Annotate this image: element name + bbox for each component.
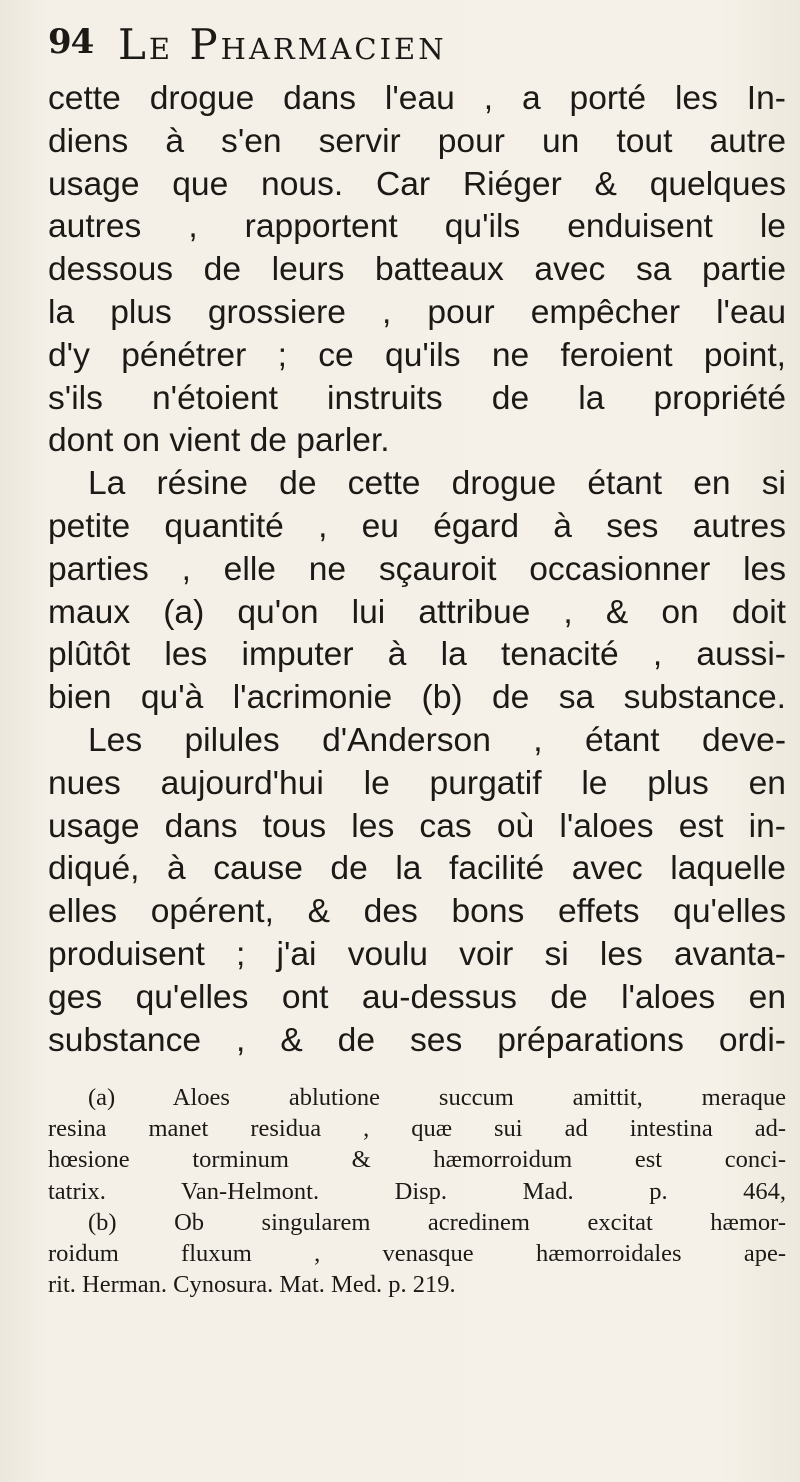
text-line: substance , & de ses préparations ordi- bbox=[48, 1021, 786, 1059]
main-text bbox=[48, 78, 786, 1062]
text-line: s'ils n'étoient instruits de la propriété bbox=[48, 379, 786, 417]
running-head: Le Pharmacien bbox=[118, 20, 447, 69]
text-line: usage dans tous les cas où l'aloes est in- bbox=[48, 807, 786, 845]
footnotes bbox=[48, 1082, 786, 1300]
page-number: 94 bbox=[48, 22, 94, 62]
text-line: maux (a) qu'on lui attribue , & on doit bbox=[48, 593, 786, 631]
text-line: nues aujourd'hui le purgatif le plus en bbox=[48, 764, 786, 802]
text-line: produisent ; j'ai voulu voir si les avanta- bbox=[48, 935, 786, 973]
text-line: bien qu'à l'acrimonie (b) de sa substance. bbox=[48, 679, 786, 717]
text-line: la plus grossiere , pour empêcher l'eau bbox=[48, 293, 786, 331]
paragraph-start-line: La résine de cette drogue étant en si bbox=[88, 465, 786, 503]
footnote-a-line: (a) Aloes ablutione succum amittit, meraque bbox=[88, 1084, 786, 1111]
text-line: dessous de leurs batteaux avec sa partie bbox=[48, 251, 786, 289]
text-line: petite quantité , eu égard à ses autres bbox=[48, 507, 786, 545]
paragraph-start-line: Les pilules d'Anderson , étant deve- bbox=[88, 721, 786, 759]
text-line: elles opérent, & des bons effets qu'elles bbox=[48, 893, 786, 931]
footnote-b-line: roidum fluxum , venasque hæmorroidales ape- bbox=[48, 1240, 786, 1268]
text-line: d'y pénétrer ; ce qu'ils ne feroient point, bbox=[48, 336, 786, 374]
text-line: autres , rapportent qu'ils enduisent le bbox=[48, 208, 786, 246]
footnote-a-line: hœsione torminum & hæmorroidum est conci- bbox=[48, 1146, 786, 1174]
footnote-b-line: (b) Ob singularem acredinem excitat hæmor- bbox=[88, 1208, 786, 1236]
text-line: plûtôt les imputer à la tenacité , aussi- bbox=[48, 636, 786, 674]
footnote-b-line: rit. Herman. Cynosura. Mat. Med. p. 219. bbox=[48, 1271, 456, 1299]
text-line: dont on vient de parler. bbox=[48, 422, 390, 460]
text-line: parties , elle ne sçauroit occasionner les bbox=[48, 550, 786, 588]
text-line: diqué, à cause de la facilité avec laquelle bbox=[48, 850, 786, 888]
text-line: cette drogue dans l'eau , a porté les In- bbox=[48, 80, 786, 117]
text-line: diens à s'en servir pour un tout autre bbox=[48, 122, 786, 160]
text-line: usage que nous. Car Riéger & quelques bbox=[48, 165, 786, 203]
text-line: ges qu'elles ont au-dessus de l'aloes en bbox=[48, 978, 786, 1016]
page-header bbox=[48, 20, 768, 80]
footnote-a-line: resina manet residua , quæ sui ad intestina ad- bbox=[48, 1115, 786, 1143]
footnote-a-line: tatrix. Van-Helmont. Disp. Mad. p. 464, bbox=[48, 1177, 786, 1205]
